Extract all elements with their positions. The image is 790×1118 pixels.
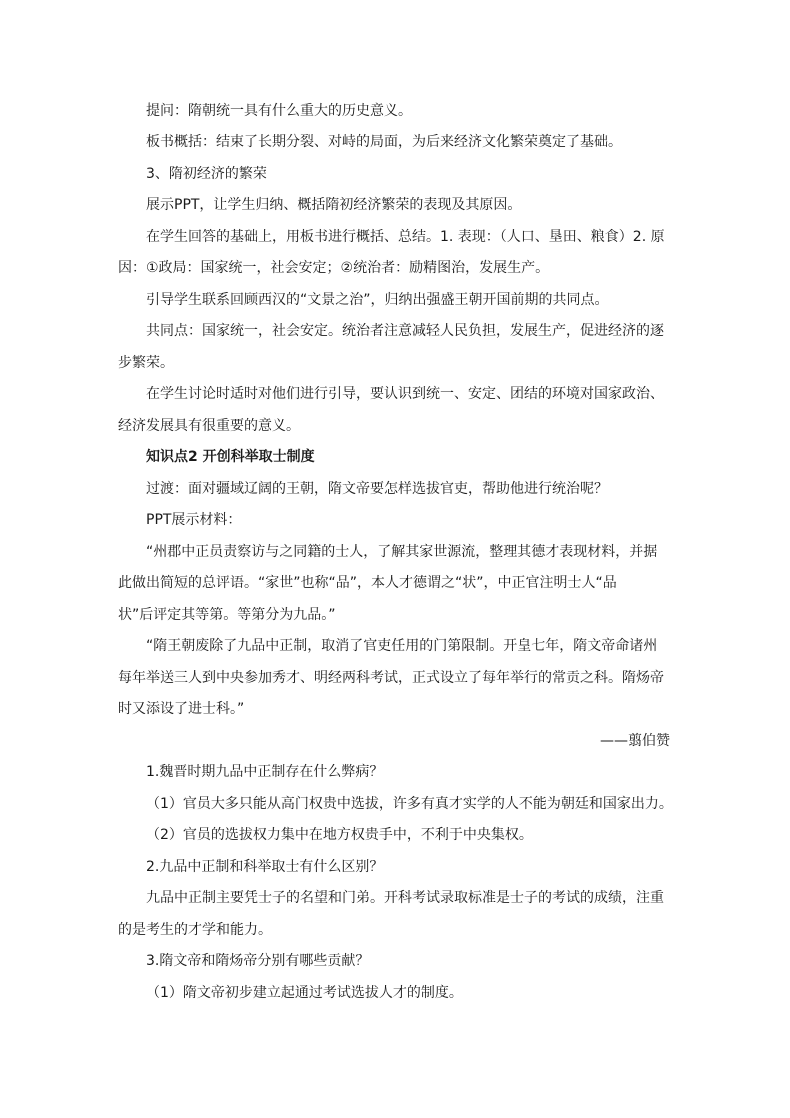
- quote-2-line-1: “隋王朝废除了九品中正制，取消了官吏任用的门第限制。开皇七年，隋文帝命诸州: [146, 638, 658, 654]
- question-1: 1.魏晋时期九品中正制存在什么弊病？: [146, 764, 384, 780]
- quote-1-line-2: 此做出简短的总评语。“家世”也称“品”，本人才德谓之“状”，中正官注明士人“品: [118, 575, 617, 591]
- answer-2-line-2: 的是考生的才学和能力。: [118, 922, 272, 938]
- quote-1-line-1: “州郡中正员责察访与之同籍的士人，了解其家世源流，整理其德才表现材料，并据: [146, 544, 658, 560]
- quote-2-line-2: 每年举送三人到中央参加秀才、明经两科考试，正式设立了每年举行的常贡之科。隋炀帝: [118, 670, 664, 686]
- quote-1-line-3: 状”后评定其等第。等第分为九品。”: [118, 607, 336, 623]
- paragraph-answer-2: 因：①政局：国家统一，社会安定；②统治者：励精图治，发展生产。: [118, 260, 550, 276]
- paragraph-ppt-material: PPT展示材料：: [146, 512, 242, 528]
- paragraph-question: 提问：隋朝统一具有什么重大的历史意义。: [146, 103, 412, 119]
- quote-2-line-3: 时又添设了进士科。”: [118, 701, 245, 717]
- paragraph-ppt: 展示PPT，让学生归纳、概括隋初经济繁荣的表现及其原因。: [146, 197, 522, 213]
- paragraph-transition: 过渡：面对疆域辽阔的王朝，隋文帝要怎样选拔官吏，帮助他进行统治呢？: [146, 481, 608, 497]
- answer-1-1: （1）官员大多只能从高门权贵中选拔，许多有真才实学的人不能为朝廷和国家出力。: [146, 796, 673, 812]
- paragraph-common-1: 共同点：国家统一，社会安定。统治者注意减轻人民负担，发展生产，促进经济的逐: [146, 323, 664, 339]
- section-heading-3: 3、隋初经济的繁荣: [146, 166, 267, 182]
- paragraph-discussion-1: 在学生讨论时适时对他们进行引导，要认识到统一、安定、团结的环境对国家政治、: [146, 386, 664, 402]
- quote-attribution: ——翦伯赞: [600, 733, 670, 749]
- answer-3-1: （1）隋文帝初步建立起通过考试选拔人才的制度。: [146, 985, 463, 1001]
- answer-1-2: （2）官员的选拔权力集中在地方权贵手中，不利于中央集权。: [146, 827, 533, 843]
- knowledge-point-heading: 知识点2 开创科举取士制度: [146, 449, 315, 465]
- paragraph-guide: 引导学生联系回顾西汉的“文景之治”，归纳出强盛王朝开国前期的共同点。: [146, 292, 609, 308]
- paragraph-blackboard-summary: 板书概括：结束了长期分裂、对峙的局面，为后来经济文化繁荣奠定了基础。: [146, 134, 622, 150]
- question-3: 3.隋文帝和隋炀帝分别有哪些贡献？: [146, 953, 370, 969]
- answer-2-line-1: 九品中正制主要凭士子的名望和门弟。开科考试录取标准是士子的考试的成绩，注重: [146, 890, 664, 906]
- paragraph-discussion-2: 经济发展具有很重要的意义。: [118, 418, 300, 434]
- question-2: 2.九品中正制和科举取士有什么区别？: [146, 859, 384, 875]
- paragraph-common-2: 步繁荣。: [118, 355, 174, 371]
- paragraph-answer-1: 在学生回答的基础上，用板书进行概括、总结。1. 表现：（人口、垦田、粮食）2. 原: [146, 229, 665, 245]
